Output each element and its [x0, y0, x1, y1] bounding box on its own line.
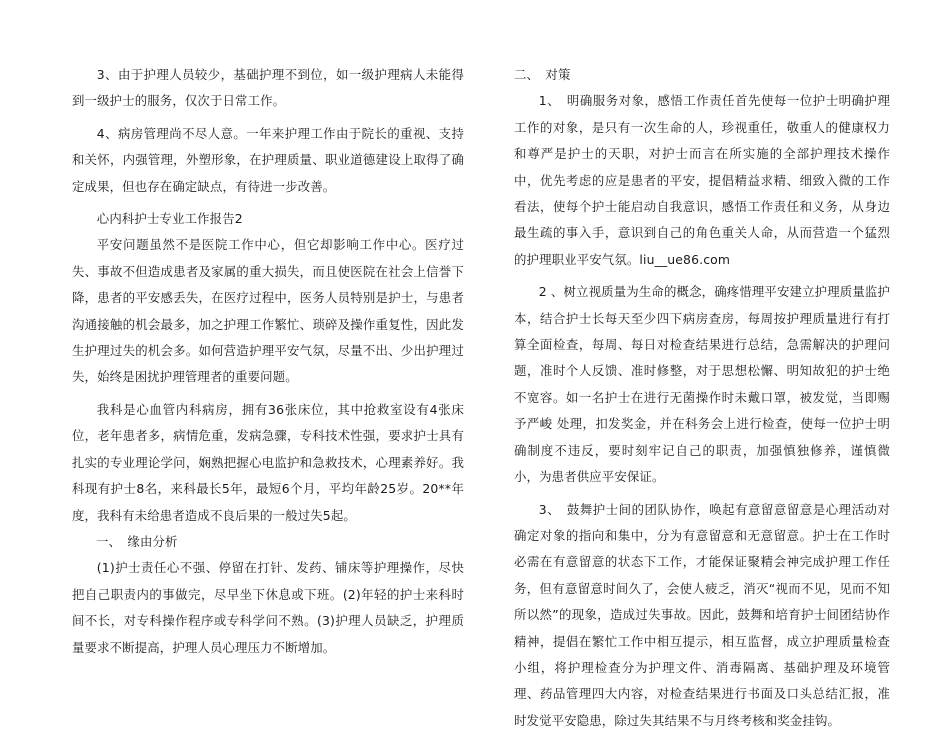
paragraph-countermeasure-1: 1、 明确服务对象，感悟工作责任首先使每一位护士明确护理工作的对象，是只有一次生命的人，珍视重任，敬重人的健康权力和尊严是护士的天职，对护士而言在所实施的全部护理技术操作中，优先考虑的应是患者的平安，提倡精益求精、细致入微的工作看法，使每个护士能启动自我意识，感悟工作责任和义务，从身边最生疏的事入手，意识到自己的角色重关人命，从而营造一个猛烈的护理职业平安气氛。liu__ue86.com — [514, 88, 890, 273]
paragraph-department-intro: 我科是心血管内科病房，拥有36张床位，其中抢救室设有4张床位，老年患者多，病情危重，发病急骤，专科技术性强，要求护士具有扎实的专业理论学问，娴熟把握心电监护和急救技术，心理素养好。我科现有护士8名，来科最长5年，最短6个月，平均年龄25岁。20**年度，我科有未给患者造成不良后果的一般过失5起。 — [72, 397, 464, 529]
section-heading-cause-analysis: 一、 缘由分析 — [72, 529, 464, 555]
section-heading-countermeasures: 二、 对策 — [514, 62, 890, 88]
paragraph-countermeasure-3: 3、 鼓舞护士间的团队协作，唤起有意留意留意是心理活动对确定对象的指向和集中，分为有意留意和无意留意。护士在工作时必需在有意留意的状态下工作，才能保证聚精会神完成护理工作任务，但有意留意时间久了，会使人疲乏，消灭“视而不见，见而不知所以然”的现象，造成过失事故。因此，鼓舞和培育护士间团结协作精神，提倡在繁忙工作中相互提示，相互监督，成立护理质量检查小组，将护理检查分为护理文件、消毒隔离、基础护理及环境管理、药品管理四大内容，对检查结果进行书面及口头总结汇报，准时发觉平安隐患，除过失其结果不与月终考核和奖金挂钩。 — [514, 497, 890, 734]
report-subtitle: 心内科护士专业工作报告2 — [72, 206, 464, 232]
left-column — [72, 62, 464, 661]
paragraph-ward-management: 4、病房管理尚不尽人意。一年来护理工作由于院长的重视、支持和关怀，内强管理，外塑形象，在护理质量、职业道德建设上取得了确定成果，但也存在确定缺点，有待进一步改善。 — [72, 121, 464, 200]
right-column — [514, 62, 890, 734]
paragraph-basic-care: 3、由于护理人员较少，基础护理不到位，如一级护理病人未能得到一级护士的服务，仅次于日常工作。 — [72, 62, 464, 115]
paragraph-countermeasure-2: 2 、树立视质量为生命的概念，确疼惜理平安建立护理质量监护本，结合护士长每天至少四下病房查房，每周按护理质量进行有打算全面检查，每周、每日对检查结果进行总结，急需解决的护理问题，准时个人反馈、准时修整，对于思想松懈、明知故犯的护士绝不宽容。如一名护士在进行无菌操作时未戴口罩，被发觉，当即赐予严峻 处理，扣发奖金，并在科务会上进行检查，使每一位护士明确制度不违反，要时刻牢记自己的职责，加强慎独修养，谨慎微小，为患者供应平安保证。 — [514, 279, 890, 490]
paragraph-safety-issue: 平安问题虽然不是医院工作中心，但它却影响工作中心。医疗过失、事故不但造成患者及家属的重大损失，而且使医院在社会上信誉下降，患者的平安感丢失，在医疗过程中，医务人员特别是护士，与患者沟通接触的机会最多，加之护理工作繁忙、琐碎及操作重复性，因此发生护理过失的机会多。如何营造护理平安气氛，尽量不出、少出护理过失，始终是困扰护理管理者的重要问题。 — [72, 232, 464, 390]
paragraph-cause-details: (1)护士责任心不强、停留在打针、发药、铺床等护理操作，尽快把自己职责内的事做完，尽早坐下休息或下班。(2)年轻的护士来科时间不长，对专科操作程序或专科学问不熟。(3)护理人员缺乏，护理质量要求不断提高，护理人员心理压力不断增加。 — [72, 555, 464, 661]
